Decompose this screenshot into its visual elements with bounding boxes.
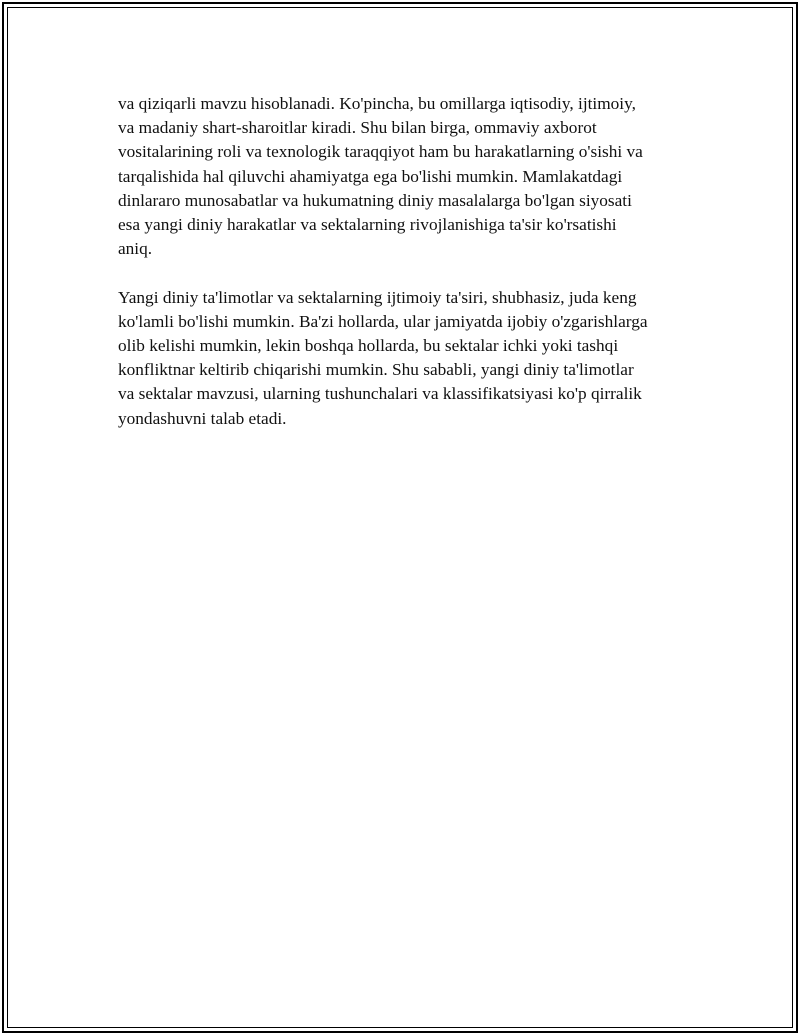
paragraph-line: esa yangi diniy harakatlar va sektalarning rivojlanishiga ta'sir ko'rsatishi: [118, 215, 617, 235]
paragraph-line: va madaniy shart-sharoitlar kiradi. Shu bilan birga, ommaviy axborot: [118, 118, 597, 138]
paragraph-1: [118, 92, 678, 261]
paragraph-line: konfliktnar keltirib chiqarishi mumkin. Shu sababli, yangi diniy ta'limotlar: [118, 360, 634, 380]
paragraph-2: [118, 286, 678, 431]
paragraph-line: aniq.: [118, 239, 153, 259]
paragraph-line: dinlararo munosabatlar va hukumatning diniy masalalarga bo'lgan siyosati: [118, 190, 632, 210]
paragraph-line: Yangi diniy ta'limotlar va sektalarning ijtimoiy ta'siri, shubhasiz, juda keng: [118, 287, 637, 307]
document-body: [118, 92, 678, 455]
paragraph-line: yondashuvni talab etadi.: [118, 408, 287, 428]
paragraph-line: olib kelishi mumkin, lekin boshqa hollarda, bu sektalar ichki yoki tashqi: [118, 336, 619, 356]
paragraph-line: tarqalishida hal qiluvchi ahamiyatga ega bo'lishi mumkin. Mamlakatdagi: [118, 166, 623, 186]
paragraph-line: va qiziqarli mavzu hisoblanadi. Ko'pincha, bu omillarga iqtisodiy, ijtimoiy,: [118, 94, 636, 113]
paragraph-line: vositalarining roli va texnologik taraqqiyot ham bu harakatlarning o'sishi va: [118, 142, 643, 162]
paragraph-line: ko'lamli bo'lishi mumkin. Ba'zi hollarda, ular jamiyatda ijobiy o'zgarishlarga: [118, 311, 648, 331]
paragraph-line: va sektalar mavzusi, ularning tushunchalari va klassifikatsiyasi ko'p qirralik: [118, 384, 642, 404]
